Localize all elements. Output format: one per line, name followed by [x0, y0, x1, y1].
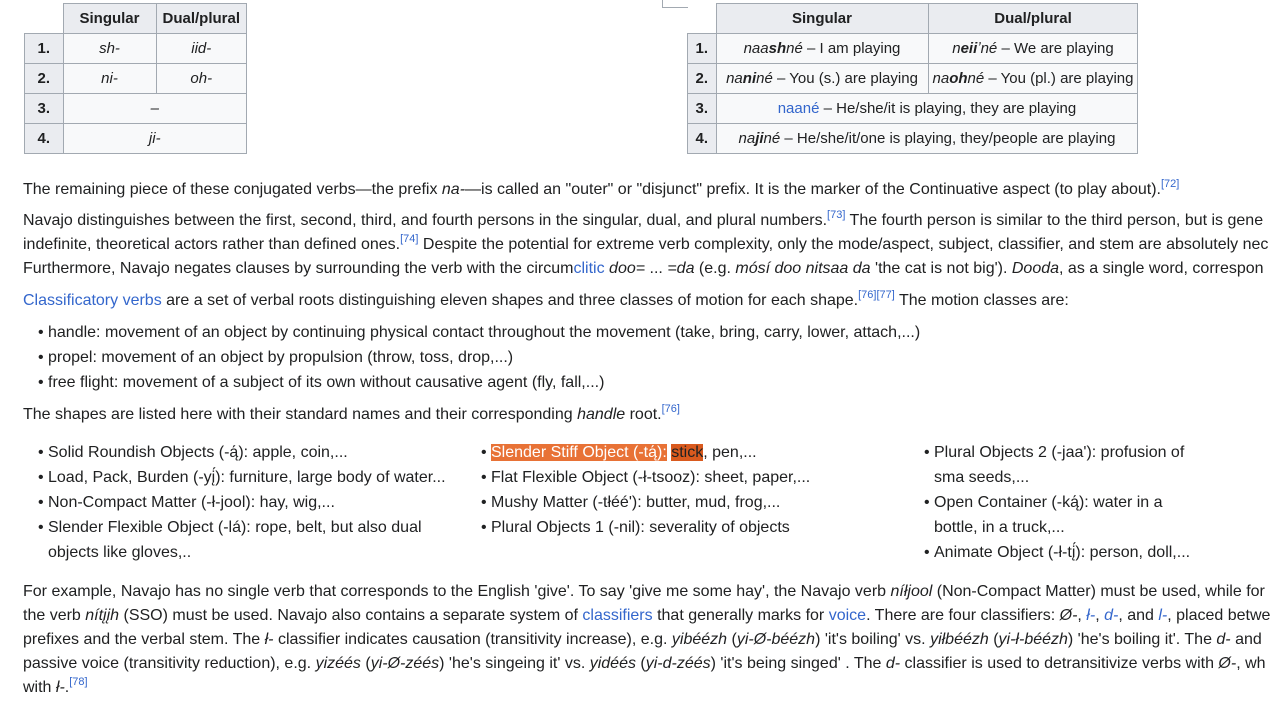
citation-link[interactable]: [73]	[827, 209, 846, 221]
table-header-singular: Singular	[716, 4, 928, 34]
list-item: • Load, Pack, Burden (-yį́): furniture, large body of water...	[38, 465, 468, 490]
row-number: 4.	[25, 124, 64, 154]
table-header-dual-plural: Dual/plural	[156, 4, 247, 34]
paragraph-example-line4: passive voice (transitivity reduction), e.g. yizéés (yi-Ø-zéés) 'he's singeing it' vs. yidéés (yi-d-zéés) 'it's being singed' . The d- classifier is used to detransitivize verbs with Ø-, wh	[23, 655, 1266, 672]
l-classifier-link[interactable]: ł-	[1086, 607, 1096, 624]
paragraph-persons: Navajo distinguishes between the first, second, third, and fourth persons in the singular, dual, and plural numbers.[73] The fourth person is similar to the third person, but is gene	[23, 209, 1264, 229]
citation-link[interactable]: [76]	[661, 403, 680, 415]
paragraph-disjunct-prefix: The remaining piece of these conjugated verbs—the prefix na-—is called an "outer" or "disjunct" prefix. It is the marker of the Continuative aspect (to play about).[72]	[23, 178, 1180, 198]
list-item: • Plural Objects 2 (-jaa'): profusion of sma seeds,...	[924, 440, 1194, 490]
row-number: 2.	[25, 64, 64, 94]
naane-link[interactable]: naané	[777, 100, 820, 117]
table-cell: naniné – You (s.) are playing	[716, 64, 928, 94]
classificatory-verbs-link[interactable]: Classificatory verbs	[23, 292, 162, 309]
paragraph-example-line5: with ł-.[78]	[23, 676, 88, 696]
list-item: • Slender Stiff Object (-tą́): stick, pen,...	[481, 440, 810, 465]
table-row	[25, 94, 247, 124]
citation-link[interactable]: [78]	[69, 676, 88, 688]
table-cell: ni-	[63, 64, 156, 94]
clitic-link[interactable]: clitic	[573, 260, 605, 277]
voice-link[interactable]: voice	[828, 607, 867, 624]
paragraph-example-line1: For example, Navajo has no single verb that corresponds to the English 'give'. To say 'give me some hay', the Navajo verb níłjool (Non-Compact Matter) must be used, while for	[23, 583, 1265, 600]
table-cell: oh-	[156, 64, 247, 94]
list-item: • Flat Flexible Object (-ł-tsooz): sheet, paper,...	[481, 465, 810, 490]
list-item: • Plural Objects 1 (-nil): severality of objects	[481, 515, 810, 540]
table-header-singular: Singular	[63, 4, 156, 34]
row-number: 3.	[688, 94, 717, 124]
table-row	[688, 94, 1138, 124]
table-cell: naané – He/she/it is playing, they are playing	[716, 94, 1138, 124]
list-item: • handle: movement of an object by continuing physical contact throughout the movement (take, bring, carry, lower, attach,...)	[38, 320, 920, 345]
classifiers-link[interactable]: classifiers	[582, 607, 653, 624]
table-row	[688, 64, 1138, 94]
paragraph-classificatory-verbs: Classificatory verbs are a set of verbal roots distinguishing eleven shapes and three classes of motion for each shape.[76][77] The motion classes are:	[23, 289, 1069, 309]
table-header-row	[25, 4, 247, 34]
citation-link[interactable]: [72]	[1160, 178, 1180, 190]
table-cell: ji-	[63, 124, 247, 154]
row-number: 1.	[25, 34, 64, 64]
shapes-list-col3	[924, 440, 1194, 565]
table-cell: neiiʼné – We are playing	[928, 34, 1138, 64]
table-row	[25, 34, 247, 64]
list-item: • propel: movement of an object by propulsion (throw, toss, drop,...)	[38, 345, 920, 370]
table-row	[25, 64, 247, 94]
list-item: • Non-Compact Matter (-ł-jool): hay, wig,...	[38, 490, 468, 515]
row-number: 2.	[688, 64, 717, 94]
frame-divider	[662, 7, 688, 8]
shapes-list-col2	[481, 440, 810, 540]
table-cell: iid-	[156, 34, 247, 64]
paragraph-example-line3: prefixes and the verbal stem. The ł- classifier indicates causation (transitivity increase), e.g. yibéézh (yi-Ø-béézh) 'it's boiling' vs. yiłbéézh (yi-ł-béézh) 'he's boiling it'. The d- and	[23, 631, 1262, 648]
list-item: • Mushy Matter (-tłéé'): butter, mud, frog,...	[481, 490, 810, 515]
table-header-blank	[25, 4, 64, 34]
list-item: • free flight: movement of a subject of its own without causative agent (fly, fall,...)	[38, 370, 920, 395]
text-highlight: stick	[671, 444, 704, 461]
table-row	[688, 34, 1138, 64]
table-cell: naashné – I am playing	[716, 34, 928, 64]
citation-link[interactable]: [76][77]	[858, 289, 895, 301]
row-number: 4.	[688, 124, 717, 154]
paragraph-shapes-intro: The shapes are listed here with their standard names and their corresponding handle root.[76]	[23, 403, 680, 423]
list-item: • Animate Object (-ł-tį́): person, doll,...	[924, 540, 1194, 565]
motion-classes-list	[38, 320, 920, 395]
row-number: 1.	[688, 34, 717, 64]
list-item: • Open Container (-ką́): water in a bottle, in a truck,...	[924, 490, 1194, 540]
row-number: 3.	[25, 94, 64, 124]
table-header-blank	[688, 4, 717, 34]
table-header-row	[688, 4, 1138, 34]
conjugation-table	[687, 3, 1138, 154]
text-highlight: Slender Stiff Object (-tą́):	[491, 444, 667, 461]
table-cell: naohné – You (pl.) are playing	[928, 64, 1138, 94]
l-plain-classifier-link[interactable]: l-	[1158, 607, 1168, 624]
shapes-list-col1	[38, 440, 468, 565]
paragraph-persons-line3: Furthermore, Navajo negates clauses by surrounding the verb with the circumclitic doo= ... =da (e.g. mósí doo nitsaa da 'the cat is not big'). Dooda, as a single word, correspon	[23, 260, 1264, 277]
table-cell: najiné – He/she/it/one is playing, they/people are playing	[716, 124, 1138, 154]
table-row	[688, 124, 1138, 154]
table-cell: sh-	[63, 34, 156, 64]
table-header-dual-plural: Dual/plural	[928, 4, 1138, 34]
d-classifier-link[interactable]: d-	[1104, 607, 1119, 624]
list-item: • Solid Roundish Objects (-ą́): apple, coin,...	[38, 440, 468, 465]
citation-link[interactable]: [74]	[400, 233, 419, 245]
table-cell: –	[63, 94, 247, 124]
table-row	[25, 124, 247, 154]
paragraph-example-line2: the verb nítįįh (SSO) must be used. Navajo also contains a separate system of classifiers that generally marks for voice. There are four classifiers: Ø-, ł-, d-, and l-, placed betwe	[23, 607, 1270, 624]
subject-prefix-table	[24, 3, 247, 154]
list-item: • Slender Flexible Object (-lá): rope, belt, but also dual objects like gloves,..	[38, 515, 468, 565]
paragraph-persons-line2: indefinite, theoretical actors rather than defined ones.[74] Despite the potential for extreme verb complexity, only the mode/aspect, subject, classifier, and stem are absolutely nec	[23, 233, 1269, 253]
